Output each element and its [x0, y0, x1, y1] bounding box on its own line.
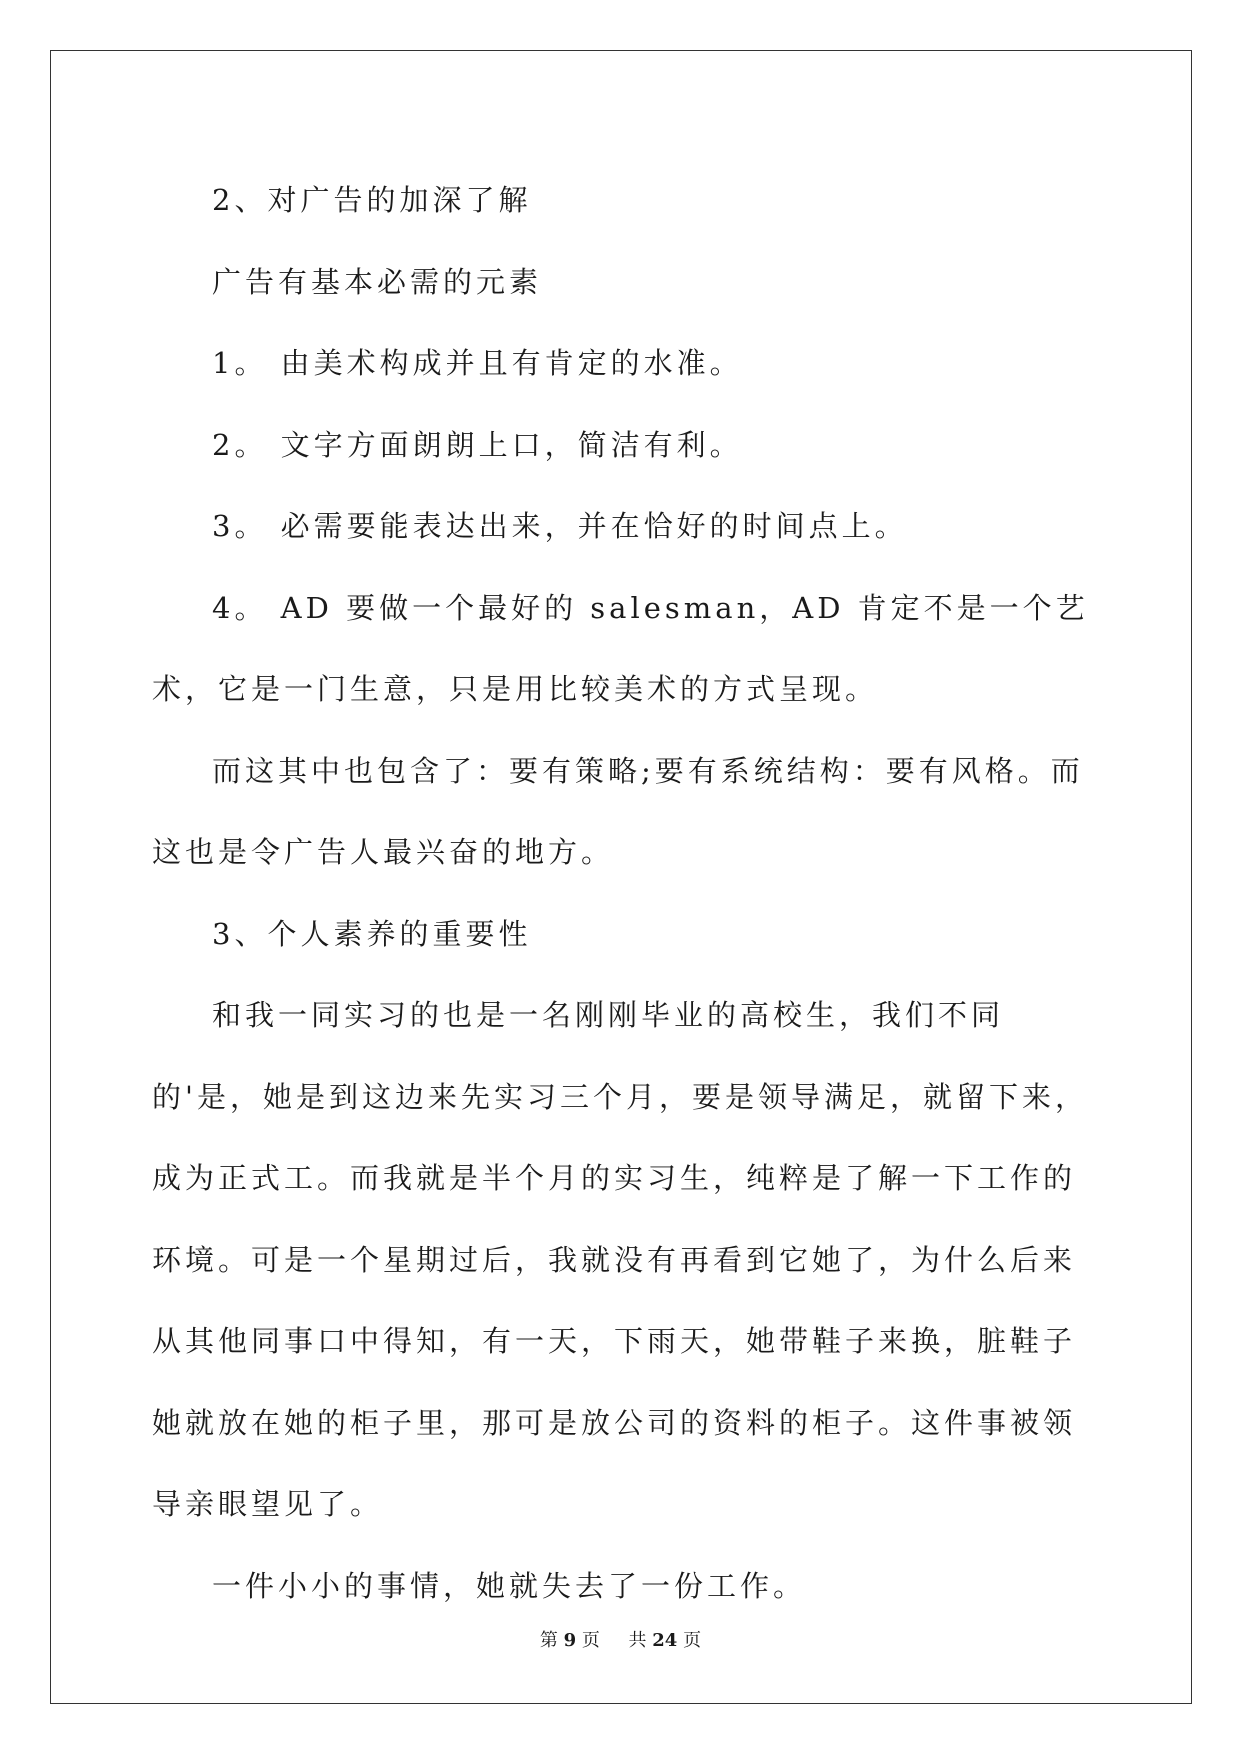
section-heading-3: 3、个人素养的重要性 — [212, 916, 532, 951]
page-footer — [0, 1626, 1241, 1652]
footer-page-suffix: 页 — [581, 1630, 600, 1651]
section-heading-2: 2、对广告的加深了解 — [212, 183, 532, 217]
footer-total-prefix: 共 — [628, 1630, 647, 1651]
document-body — [152, 160, 1090, 1627]
paragraph: 和我一同实习的也是一名刚刚毕业的高校生，我们不同的'是，她是到这边来先实习三个月，要是领导满足，就留下来，成为正式工。而我就是半个月的实习生，纯粹是了解一下工作的环境。可是一个星期过后，我就没有再看到它她了，为什么后来从其他同事口中得知，有一天，下雨天，她带鞋子来换，脏鞋子她就放在她的柜子里，那可是放公司的资料的柜子。这件事被领导亲眼望见了。 — [152, 998, 1088, 1521]
paragraph: 一件小小的事情，她就失去了一份工作。 — [212, 1568, 807, 1603]
total-pages: 24 — [652, 1630, 678, 1651]
list-item-3: 3。 必需要能表达出来，并在恰好的时间点上。 — [212, 509, 908, 543]
paragraph: 广告有基本必需的元素 — [212, 264, 543, 299]
list-item-4: 4。 AD 要做一个最好的 salesman，AD 肯定不是一个艺术，它是一门生意，只是用比较美术的方式呈现。 — [152, 590, 1089, 706]
list-item-2: 2。 文字方面朗朗上口，简洁有利。 — [212, 427, 743, 462]
list-item-1: 1。 由美术构成并且有肯定的水准。 — [212, 346, 743, 380]
paragraph: 而这其中也包含了：要有策略;要有系统结构：要有风格。而这也是令广告人最兴奋的地方。 — [152, 753, 1084, 869]
footer-total-suffix: 页 — [683, 1630, 702, 1651]
footer-prefix: 第 — [539, 1630, 558, 1651]
page-number: 9 — [563, 1630, 577, 1651]
